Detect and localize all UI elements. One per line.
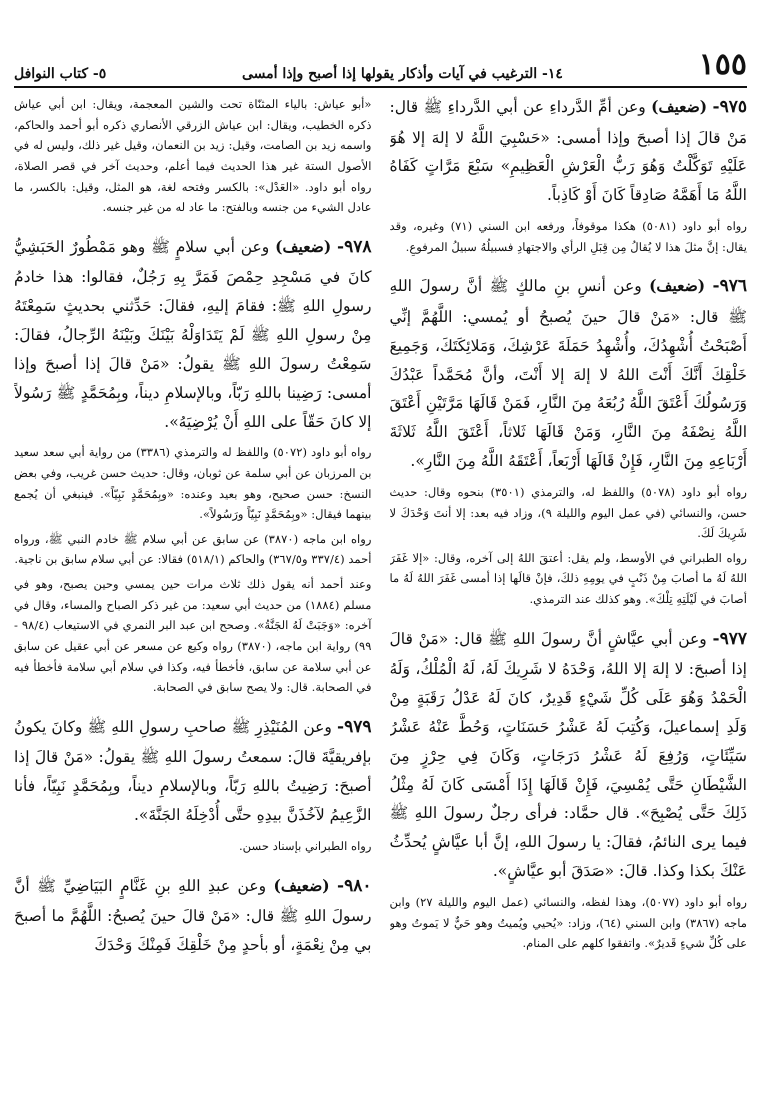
hadith-grade: (ضعيف): [275, 236, 332, 256]
hadith-text: وعن المُنَيْذِرِ ﷺ صاحبِ رسولِ اللهِ ﷺ وكانَ يكونُ بإفريقيَّةَ قالَ: سمعتُ رسولَ اللهِ ﷺ يقولُ: «مَنْ قالَ إذا أصبحَ: رَضِيتُ باللهِ رَبّاً، وبالإسلامِ ديناً، وبِمُحَمَّدٍ نَبِيّاً، فأنا الزَّعِيمُ لآخُذَنَّ بيدِهِ حتَّى أُدْخِلَهُ الجَنَّةَ».: [14, 717, 372, 825]
hadith-976-note-2: رواه الطبراني في الأوسط، ولم يقل: أعتقَ اللهُ إلى آخره، وقال: «إلا غَفَرَ اللهُ لَهُ ما أصابَ مِنْ ذَنْبٍ في يومِهِ ذلكَ، فإنْ قالَها إذا أمسى غَفَرَ اللهُ لَهُ ما أصابَ في لَيْلَتِهِ تِلْكَ». وهو كذلك عند الترمذي.: [389, 550, 747, 607]
hadith-grade: (ضعيف): [273, 875, 330, 895]
hadith-number: ٩٨٠-: [337, 875, 372, 896]
hadith-977: [390, 624, 748, 886]
hadith-text: وعن عبدِ اللهِ بنِ غَنَّامٍ البَيَاضِيِّ ﷺ أنَّ رسولَ اللهِ ﷺ قال: «مَنْ قالَ حينَ يُصبحُ: اللَّهُمَّ ما أصبحَ بي مِنْ نِعْمَةٍ، أو بأحدٍ مِنْ خَلْقِكَ فَمِنْكَ وَحْدَكَ: [14, 876, 372, 954]
hadith-number: ٩٧٩-: [337, 716, 372, 737]
hadith-975-note: رواه أبو داود (٥٠٨١) هكذا موقوفاً، ورفعه ابن السني (٧١) وغيره، وقد يقال: إنَّ مثلَ هذا لا يُقالُ مِن قِبَلِ الرأي والاجتهادِ فسبيلُهُ سبيلُ المرفوعِ.: [389, 219, 747, 254]
hadith-978-note-1: رواه أبو داود (٥٠٧٢) واللفظ له والترمذي (٣٣٨٦) من رواية أبي سعد سعيد بن المرزبان عن أبي سلمة عن ثوبان، وقال: حديث حسن غريب، وفي بعض النسخ: حسن صحيح، وهو بعيد وعنده: «وبِمُحَمَّدٍ نَبِيّاً». فينبغي أن يُجمع بينهما فيقال: «وبِمُحَمَّدٍ نَبِيّاً ورَسُولاً».: [14, 445, 372, 522]
hadith-text: وعن أبي سلامٍ ﷺ وهو مَمْطُورٌ الحَبَشِيُّ كانَ في مَسْجِدِ حِمْصَ فَمَرَّ بِهِ رَجُلٌ، فقالوا: هذا خادمُ رسولِ اللهِ ﷺ: فقامَ إليهِ، فقالَ: حَدِّثني بحديثٍ سَمِعْتَهُ مِنْ رسولِ اللهِ ﷺ لَمْ يَتَدَاوَلْهُ بَيْنَكَ وبَيْنَهُ الرِّجالُ، فقالَ: سَمِعْتُ رسولَ اللهِ ﷺ يقولُ: «مَنْ قالَ إذا أصبحَ وإذا أمسى: رَضِينا باللهِ رَبّاً، وبالإسلامِ ديناً، وبِمُحَمَّدٍ ﷺ رَسُولاً إلا كانَ حَقّاً على اللهِ أَنْ يُرْضِيَهُ».: [14, 237, 372, 431]
page-header: [14, 42, 747, 88]
hadith-text: وعن أنسِ بنِ مالكٍ ﷺ أنَّ رسولَ اللهِ ﷺ قال: «مَنْ قالَ حينَ يُصبحُ أو يُمسي: اللَّهُمَّ إنِّي أَصْبَحْتُ أُشْهِدُكَ، وأُشْهِدُ حَمَلَةَ عَرْشِكَ، وَمَلائِكَتَكَ، وَجَمِيعَ خَلْقِكَ أَنَّكَ أَنْتَ اللهُ لا إلهَ إلا أَنْتَ، وأنَّ مُحَمَّداً عَبْدُكَ وَرَسُولُكَ أَعْتَقَ اللَّهُ رُبُعَهُ مِنَ النَّارِ، فَمَنْ قَالَهَا مَرَّتَيْنِ أَعْتَقَ اللَّهُ نِصْفَهُ مِنَ النَّارِ، وَمَنْ قَالَهَا ثَلاثاً، أَعْتَقَ اللَّهُ ثَلاثَةَ أَرْبَاعِهِ مِنَ النَّارِ، فَإِنْ قَالَهَا أَرْبَعاً، أَعْتَقَهُ اللَّهُ مِنَ النَّارِ».: [389, 277, 747, 471]
hadith-975: [390, 92, 748, 210]
page-number: ١٥٥: [698, 47, 747, 82]
hadith-979: [14, 712, 372, 830]
hadith-980: [14, 871, 372, 960]
hadith-978-note-3: وعند أحمد أنه يقول ذلك ثلاث مرات حين يمسي وحين يصبح، وهو في مسلم (١٨٨٤) من حديث أبي سعيد: من غير ذكر الصباح والمساء، وقال في آخره: «وَجَبَتْ لَهُ الجَنَّةُ». وصحح ابن عبد البر النمري في الاستيعاب (٩٨/٤ - ٩٩) رواية ابن ماجه، (٣٨٧٠) رواه وكيع عن مسعر عن أبي عقيل عن سابق عن أبي سلامة عن سابق، فأخطأ فيه، وكذا في سلام أبي سلامة فأخطأ فيه في الصحابة. قال: ولا يصح سابق في الصحابة.: [14, 577, 372, 695]
hadith-976: [390, 271, 748, 476]
hadith-978-note-2: رواه ابن ماجه (٣٨٧٠) عن سابق عن أبي سلام ﷺ خادم النبي ﷺ، ورواه أحمد (٣٣٧/٤ و٣٦٧/٥) والحاكم (٥١٨/١) فقالا: عن أبي سلام سابق بن ناجية.: [14, 531, 372, 567]
hadith-979-note: رواه الطبراني بإسناد حسن.: [238, 838, 372, 853]
hadith-976-note-1: رواه أبو داود (٥٠٧٨) واللفظ له، والترمذي (٣٥٠١) بنحوه وقال: حديث حسن، والنسائي (في عمل اليوم والليلة ٩)، وزاد فيه بعد: إلا أنتَ وَحْدَكَ لا شَرِيكَ لَكَ.: [389, 484, 747, 541]
hadith-text: وعن أبي عيَّاشٍ أنَّ رسولَ اللهِ ﷺ قال: «مَنْ قالَ إذا أصبحَ: لا إلهَ إلا اللهُ، وَحْدَهُ لا شَرِيكَ لَهُ، لَهُ الْمُلْكُ، وَلَهُ الْحَمْدُ وَهُوَ عَلَى كُلِّ شَيْءٍ قَدِيرٌ، كانَ لَهُ عَدْلُ رَقَبَةٍ مِنْ وَلَدِ إسماعيلَ، وَكُتِبَ لَهُ عَشْرُ حَسَنَاتٍ، وَحُطَّ عَنْهُ عَشْرُ سَيِّئَاتٍ، وَرُفِعَ لَهُ عَشْرُ دَرَجَاتٍ، وَكَانَ فِي حِرْزٍ مِنَ الشَّيْطَانِ حَتَّى يُمْسِيَ، فَإِنْ قَالَهَا إِذَا أَمْسَى كَانَ لَهُ مِثْلُ ذَلِكَ حَتَّى يُصْبِحَ». قال حمَّاد: فرأى رجلٌ رسولَ اللهِ ﷺ فيما يرى النائمُ، فقالَ: يا رسولَ اللهِ، إنَّ أبا عيَّاشٍ يُحدِّثُ عَنْكَ بكذا وكذا. قالَ: «صَدَقَ أبو عيَّاشٍ».: [389, 629, 747, 881]
hadith-977-note: رواه أبو داود (٥٠٧٧)، وهذا لفظه، والنسائي (عمل اليوم والليلة ٢٧) وابن ماجه (٣٨٦٧) وابن السني (٦٤)، وزاد: «يُحيي ويُميتُ وهو حَيٌّ لا يَموتُ وهو على كُلِّ شيءٍ قَديرٌ». واتفقوا كلهم على المنام.: [389, 894, 747, 951]
hadith-978: [14, 232, 372, 437]
right-column: [390, 92, 748, 1088]
text-columns: [14, 92, 747, 1088]
hadith-number: ٩٧٨-: [337, 236, 372, 257]
running-title: ١٤- الترغيب في آيات وأذكار يقولها إذا أصبح وإذا أمسى: [242, 66, 563, 82]
hadith-number: ٩٧٦-: [712, 276, 747, 297]
hadith-grade: (ضعيف): [649, 276, 706, 296]
hadith-number: ٩٧٥-: [712, 97, 747, 117]
hadith-text: وعن أمِّ الدَّرداءِ عن أبي الدَّرداءِ ﷺ قال: مَنْ قالَ إذا أصبحَ وإذا أمسى: «حَسْبِيَ اللَّهُ لا إلهَ إلا هُوَ عَلَيْهِ تَوَكَّلْتُ وَهُوَ رَبُّ الْعَرْشِ الْعَظِيمِ» سَبْعَ مَرَّاتٍ كَفَاهُ اللَّهُ مَا أَهَمَّهُ صَادِقاً كَانَ أَوْ كَاذِباً.: [389, 98, 747, 205]
hadith-number: ٩٧٧-: [712, 628, 747, 649]
chapter-title: ٥- كتاب النوافل: [14, 66, 107, 82]
abu-ayyash-note: «أبو عياش: بالياء المثنّاة تحت والشين المعجمة، ويقال: ابن أبي عياش ذكره الخطيب، ويقال: ابن عياش الزرقي الأنصاري ذكره أبو أحمد والحاكم، واسمه زيد بن الصامت، وقيل: زيد بن النعمان، وقيل غير ذلك، وليس له في الأصول الستة غير هذا الحديث فيما أعلم، وحديث آخر في قصر الصلاة، رواه أبو داود. «العَدْل»: بالكسر وفتحه لغة، هو المثل، وقيل: بالكسر، ما عادل الشيء من جنسه وبالفتح: ما عاد له من غير جنسه.: [14, 97, 372, 215]
hadith-grade: (ضعيف): [651, 97, 708, 116]
left-column: [14, 92, 372, 1088]
